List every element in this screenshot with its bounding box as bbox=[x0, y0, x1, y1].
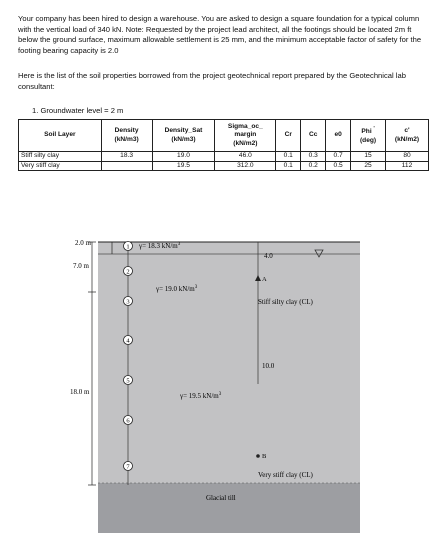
cell-cr: 0.1 bbox=[276, 152, 301, 162]
col-header-c bbox=[386, 120, 429, 152]
cell-phi: 15 bbox=[351, 152, 386, 162]
point-5-marker bbox=[124, 376, 133, 385]
dim-label-7m: 7.0 m bbox=[73, 262, 89, 270]
intro-paragraph-2: Here is the list of the soil properties borrowed from the project geotechnical report prepared by the Geotechnical lab consultant: bbox=[18, 71, 406, 91]
phi-prime-mark: ' bbox=[373, 126, 375, 133]
point-2-marker bbox=[124, 267, 133, 276]
layer3-label: Glacial till bbox=[206, 494, 236, 502]
col-header-phi bbox=[351, 120, 386, 152]
col-header-c-unit: (kN/m2) bbox=[394, 135, 420, 143]
layer2-label: Very stiff clay (CL) bbox=[258, 471, 313, 479]
point-1-marker bbox=[124, 242, 133, 251]
col-header-cr: Cr bbox=[276, 120, 301, 152]
col-header-sigma-unit: (kN/m2) bbox=[233, 139, 258, 147]
col-header-sigma-name: Sigma_oc_ bbox=[227, 122, 263, 130]
point-4-marker bbox=[124, 336, 133, 345]
point-6-label: 6 bbox=[126, 417, 130, 425]
col-header-sigma-margin: margin bbox=[234, 131, 257, 139]
cell-cc: 0.2 bbox=[301, 161, 326, 171]
table-header-row bbox=[19, 120, 429, 152]
groundwater-list-item: 1. Groundwater level = 2 m bbox=[32, 106, 124, 115]
gamma1-label: γ= 18.3 $kN/m^3$ bbox=[139, 242, 181, 250]
point-3-marker bbox=[124, 297, 133, 306]
point-1-label: 1 bbox=[126, 243, 130, 251]
depth-b-label: 10.0 bbox=[262, 362, 275, 370]
cell-layer: Stiff silty clay bbox=[19, 152, 102, 162]
cell-sigma: 46.0 bbox=[215, 152, 276, 162]
gamma3-label: γ= 19.5 $kN/m^3$ bbox=[180, 392, 222, 400]
cell-density bbox=[101, 161, 152, 171]
cell-density-sat: 19.0 bbox=[152, 152, 215, 162]
cell-sigma: 312.0 bbox=[215, 161, 276, 171]
cell-e0: 0.5 bbox=[326, 161, 351, 171]
gamma2-label: γ= 19.0 $kN/m^3$ bbox=[156, 285, 198, 293]
point-5-label: 5 bbox=[126, 377, 130, 385]
col-header-density-unit: (kN/m3) bbox=[114, 135, 139, 143]
cell-cr: 0.1 bbox=[276, 161, 301, 171]
cell-layer: Very stiff clay bbox=[19, 161, 102, 171]
col-header-phi-unit: (deg) bbox=[359, 137, 377, 145]
cell-c: 112 bbox=[386, 161, 429, 171]
intro-paragraph: Your company has been hired to design a warehouse. You are asked to design a square foundation for a typical column with the vertical load of 340 kN. Note: Requested by the project lead architect, all the footings should be located 2m ft below the ground surface, maximum allowable settlement is 25 mm, and the minimum acceptable factor of safety for the footing bearing capacity is 2.0 bbox=[18, 14, 422, 55]
col-header-c-name: c' bbox=[404, 127, 410, 134]
point-a-label: A bbox=[262, 276, 267, 283]
stiff-clay-layer-area bbox=[98, 242, 360, 504]
soil-properties-table bbox=[18, 119, 429, 171]
cell-phi: 25 bbox=[351, 161, 386, 171]
dim-label-18m: 18.0 m bbox=[70, 388, 90, 396]
point-6-marker bbox=[124, 416, 133, 425]
point-4-label: 4 bbox=[126, 337, 130, 345]
col-header-density bbox=[101, 120, 152, 152]
col-header-soil-layer: Soil Layer bbox=[19, 120, 102, 152]
col-header-density-sat-name: Density_Sat bbox=[164, 127, 203, 134]
dim-label-2m: 2.0 m bbox=[75, 239, 91, 247]
cell-density: 18.3 bbox=[101, 152, 152, 162]
col-header-e0: e0 bbox=[326, 120, 351, 152]
point-b-marker bbox=[256, 454, 260, 458]
col-header-density-name: Density bbox=[114, 127, 139, 134]
point-7-marker bbox=[124, 462, 133, 471]
col-header-cc: Cc bbox=[301, 120, 326, 152]
col-header-phi-name: Phi bbox=[361, 128, 372, 136]
table-row bbox=[19, 152, 429, 162]
layer1-label: Stiff silty clay (CL) bbox=[258, 298, 313, 306]
point-3-label: 3 bbox=[126, 298, 130, 306]
cell-cc: 0.3 bbox=[301, 152, 326, 162]
point-2-label: 2 bbox=[126, 268, 130, 276]
col-header-sigma bbox=[215, 120, 276, 152]
cell-density-sat: 19.5 bbox=[152, 161, 215, 171]
point-b-label: B bbox=[262, 453, 267, 460]
col-header-density-sat bbox=[152, 120, 215, 152]
point-7-label: 7 bbox=[126, 463, 130, 471]
cell-e0: 0.7 bbox=[326, 152, 351, 162]
cell-c: 80 bbox=[386, 152, 429, 162]
depth-a-label: 4.0 bbox=[264, 252, 273, 260]
col-header-density-sat-unit: (kN/m3) bbox=[171, 135, 196, 143]
soil-profile-figure bbox=[0, 230, 448, 551]
table-row bbox=[19, 161, 429, 171]
glacial-till-area bbox=[98, 483, 360, 533]
